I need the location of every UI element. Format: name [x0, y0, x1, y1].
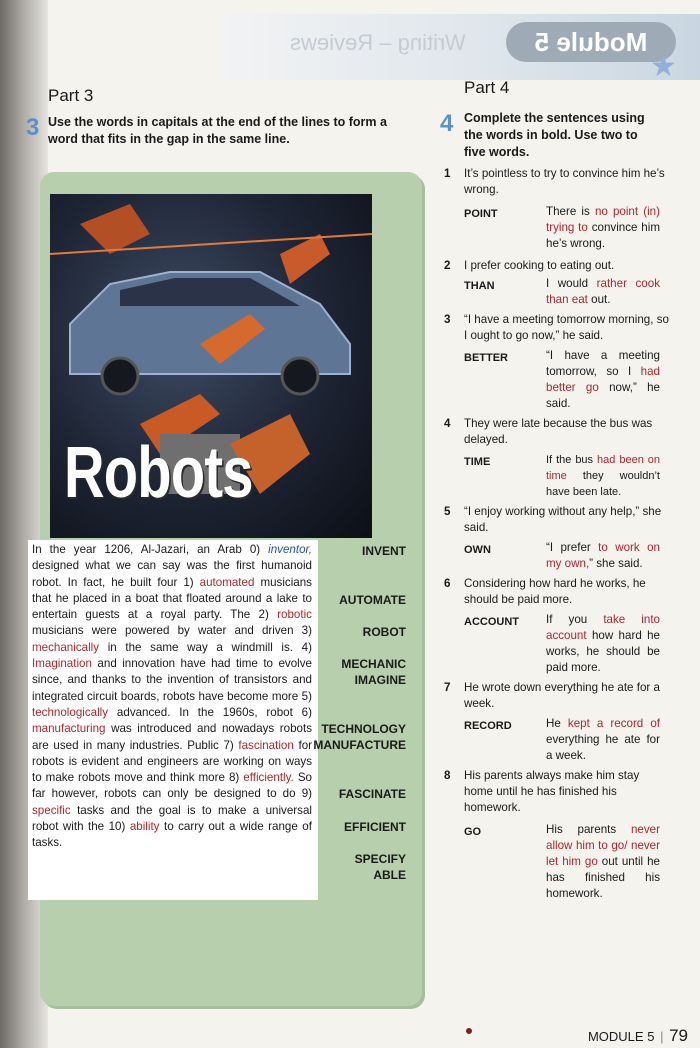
item-sentence: “I enjoy working without any help,” she said. [464, 505, 662, 534]
item-number: 3 [444, 313, 451, 326]
answer-text: kept a record of [567, 717, 660, 730]
answer-2: robotic [277, 608, 312, 622]
module-badge: Module 5 [506, 22, 676, 62]
item-sentence: Considering how hard he works, he should be paid more. [464, 577, 646, 606]
item-number: 5 [444, 505, 451, 518]
keyword-automate: AUTOMATE [339, 593, 406, 607]
story-text: tasks and the goal is to make a universal robot with the 10) [32, 803, 312, 834]
robots-story [32, 542, 312, 852]
answer-10: ability [129, 820, 160, 834]
answer-4: Imagination [32, 657, 92, 671]
answer-9: specific [32, 803, 71, 817]
footer-module: MODULE 5 [587, 1029, 655, 1044]
item-sentence: It’s pointless to try to convince him he’s wrong. [464, 167, 665, 196]
item-answer [546, 612, 660, 676]
keyword-manufacture: MANUFACTURE [313, 738, 406, 752]
answer-post: ” she said. [589, 557, 643, 570]
item-answer [546, 716, 660, 764]
answer-pre: He [546, 717, 561, 730]
answer-text: never allow him to go/ never let him go [546, 823, 660, 868]
answer-pre: There is [546, 205, 590, 218]
answer-3: mechanically [32, 640, 100, 654]
item-number: 2 [444, 259, 451, 272]
story-text: in the same way a windmill is. 4) [107, 640, 312, 654]
item-keyword: RECORD [464, 720, 512, 732]
item-sentence: I prefer cooking to eating out. [464, 259, 615, 272]
example-answer: inventor, [268, 543, 312, 556]
item-keyword: BETTER [464, 352, 508, 364]
item-sentence: They were late because the bus was delayed. [464, 417, 653, 446]
answer-text: had been on time [546, 454, 661, 482]
item-number: 4 [444, 417, 451, 430]
answer-1: automated [199, 575, 255, 589]
story-text: musicians were powered by water and driven 3) [32, 624, 312, 638]
keyword-imagine: IMAGINE [354, 673, 406, 687]
bullet-mark [466, 1028, 472, 1034]
answer-text: had better go [546, 365, 660, 394]
answer-pre: His parents [546, 823, 617, 836]
answer-5: technologically [32, 705, 109, 719]
answer-post: out. [591, 293, 611, 306]
item-sentence: His parents always make him stay home until he has finished his homework. [464, 769, 640, 814]
item-answer [546, 452, 660, 500]
exercise-number: 3 [26, 114, 40, 141]
item-keyword: OWN [464, 544, 491, 556]
part3-instruction: Use the words in capitals at the end of the lines to form a word that fits in the gap in the same line. [48, 115, 387, 146]
item-sentence: “I have a meeting tomorrow morning, so I ought to go now,” he said. [464, 313, 669, 342]
page-number: 79 [669, 1026, 688, 1045]
item-keyword: THAN [464, 280, 495, 292]
item-answer [546, 276, 660, 308]
keyword-specify: SPECIFY [354, 852, 406, 866]
answer-6: manufacturing [32, 722, 106, 736]
exercise-number: 4 [440, 110, 454, 137]
keyword-fascinate: FASCINATE [338, 787, 406, 801]
answer-pre: If you [546, 613, 588, 626]
story-text: was introduced and nowadays robots are used in many industries. Public 7) [32, 722, 312, 752]
item-keyword: POINT [464, 208, 498, 220]
story-text: and innovation have had time to evolve since, and thanks to the invention of transistors and integrated circuit boards, robots have become more 5) [32, 657, 312, 703]
item-sentence: He wrote down everything he ate for a week. [464, 681, 660, 710]
answer-pre: “I prefer [546, 541, 591, 554]
item-number: 8 [444, 769, 451, 782]
story-text: designed what we can say was the first humanoid robot. In fact, he built four 1) [32, 559, 312, 589]
keyword-invent: INVENT [361, 544, 406, 558]
answer-post: how hard he works, he should be paid more. [546, 629, 660, 674]
answer-text: no point (in) trying to [546, 205, 660, 234]
answer-pre: If the bus [546, 454, 594, 466]
item-answer [546, 822, 660, 902]
star-icon: ★ [650, 50, 677, 83]
item-number: 7 [444, 681, 451, 694]
story-text: So far however, robots can only be designed to do 9) [32, 771, 312, 801]
answer-post: now,” he said. [546, 381, 660, 410]
answer-pre: “I have a meeting tomorrow, so I [546, 349, 660, 378]
part3-heading: Part 3 [48, 86, 94, 105]
answer-8: efficiently. [243, 771, 294, 785]
item-number: 1 [444, 167, 451, 180]
item-keyword: TIME [464, 456, 491, 468]
answer-post: convince him he’s wrong. [546, 221, 660, 250]
keyword-robot: ROBOT [362, 625, 406, 639]
story-text: advanced. In the 1960s, robot 6) [116, 705, 312, 719]
answer-post: out until he has finished his homework. [546, 855, 660, 900]
answer-text: rather cook than eat [546, 277, 660, 306]
answer-pre: I would [546, 277, 589, 290]
story-text: for robots is evident and engineers are working on ways to make robots move and think more 8) [32, 738, 312, 785]
answer-7: fascination [238, 738, 294, 752]
answer-post: they wouldn’t have been late. [546, 470, 660, 498]
show-through-title: Writing – Reviews [290, 30, 466, 55]
part4-instruction: Complete the sentences using the words in bold. Use two to five words. [464, 111, 645, 159]
page-footer: MODULE 5 | 79 [587, 1026, 688, 1045]
keyword-efficient: EFFICIENT [344, 820, 406, 834]
story-text: to carry out a wide range of tasks. [32, 820, 312, 850]
story-text: musicians that he placed in a boat that floated around a lake to entertain guests at a royal party. The 2) [32, 575, 312, 622]
item-answer [546, 540, 660, 572]
item-keyword: GO [464, 826, 482, 838]
keyword-mechanic: MECHANIC [341, 657, 406, 671]
answer-post: everything he ate for a week. [546, 733, 660, 762]
item-number: 6 [444, 577, 451, 590]
item-answer [546, 204, 660, 252]
item-keyword: ACCOUNT [464, 616, 519, 628]
keyword-able: ABLE [373, 868, 406, 882]
robots-title: Robots [64, 433, 253, 513]
story-text: In the year 1206, Al-Jazari, an Arab 0) [32, 543, 261, 556]
answer-text: take into account [546, 613, 660, 642]
item-answer [546, 348, 660, 412]
keyword-technology: TECHNOLOGY [321, 722, 406, 736]
part4-heading: Part 4 [464, 78, 510, 97]
answer-text: to work on my own, [546, 541, 660, 570]
